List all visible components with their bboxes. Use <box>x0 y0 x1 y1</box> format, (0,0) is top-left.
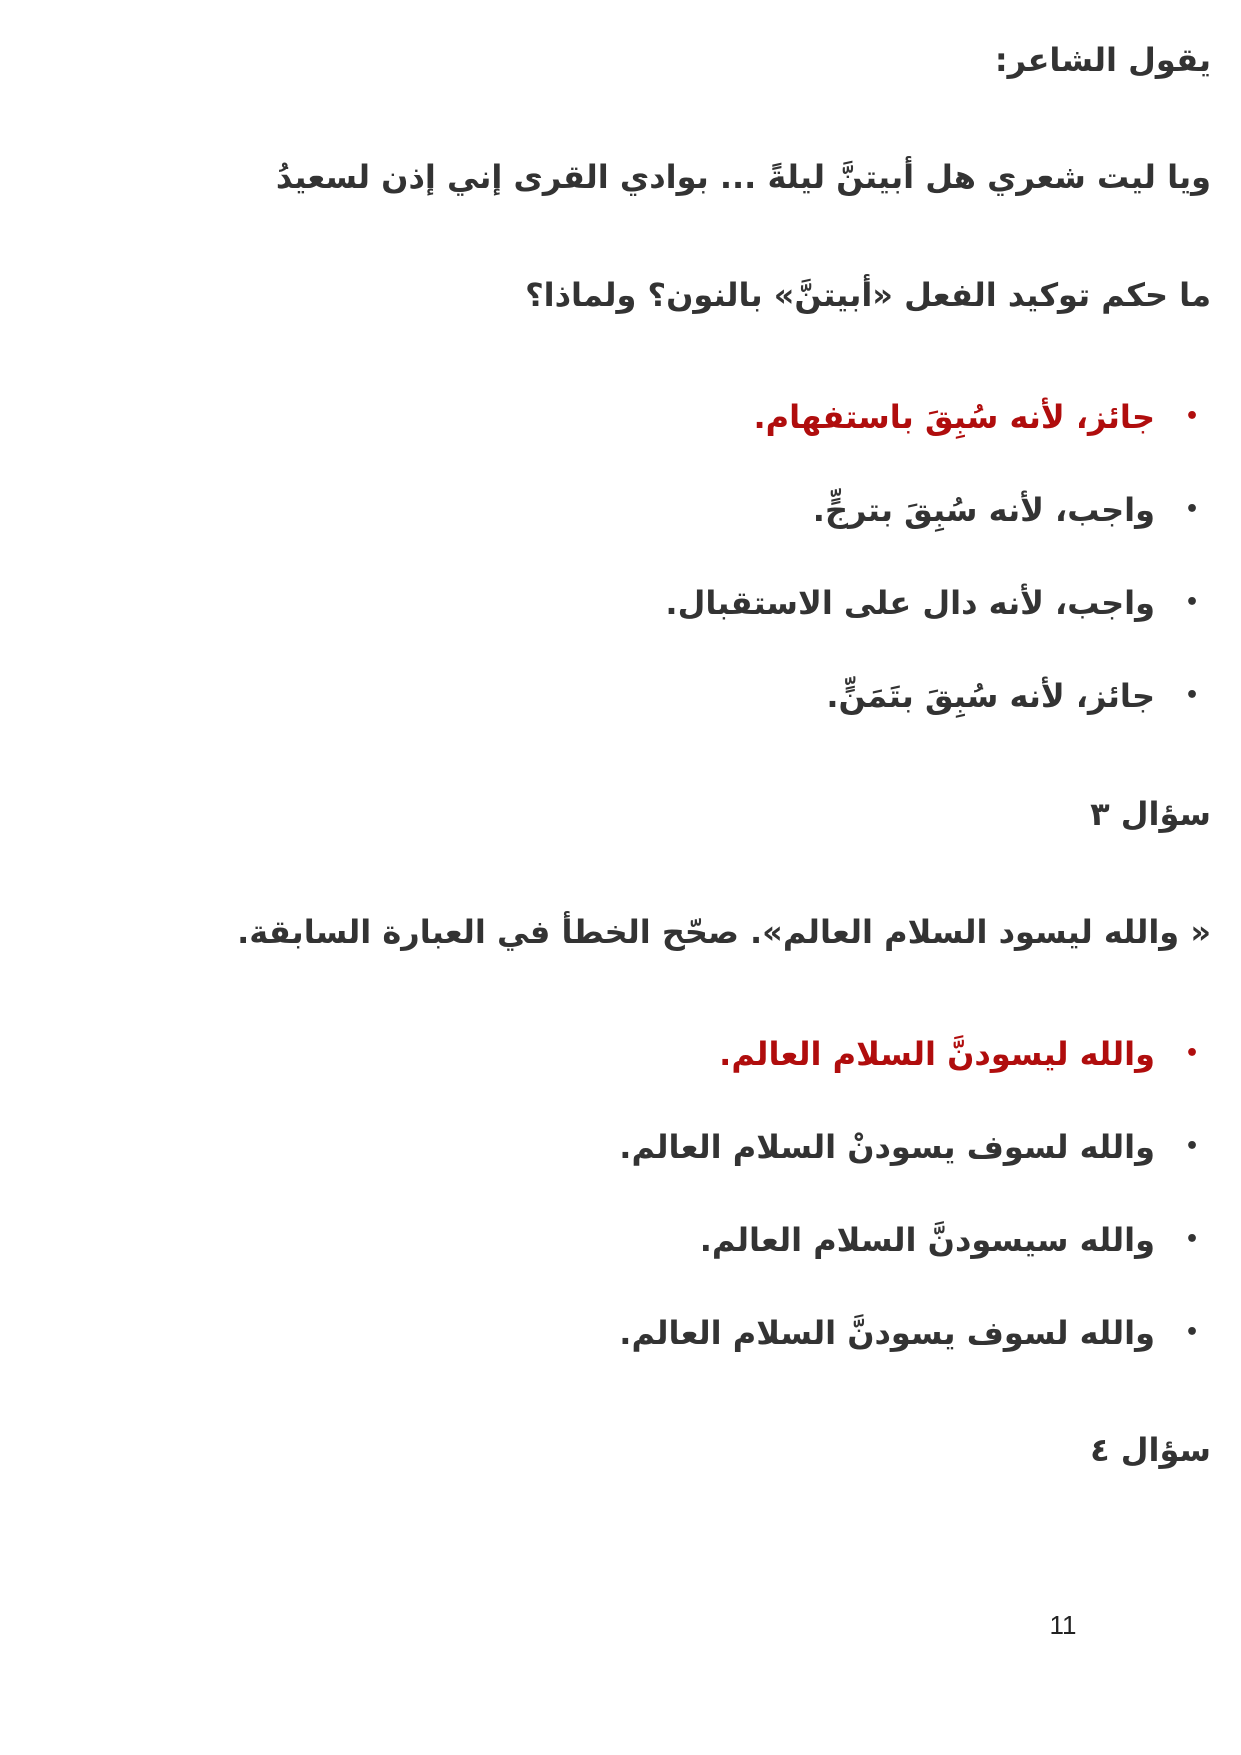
option-text: جائز، لأنه سُبِقَ باستفهام. <box>753 398 1155 436</box>
page-number: 11 <box>1049 1610 1077 1640</box>
option-text: واجب، لأنه دال على الاستقبال. <box>665 584 1155 622</box>
option-text: والله لسوف يسودنَّ السلام العالم. <box>619 1314 1155 1352</box>
question-2-option-2 <box>60 488 1211 532</box>
question-3-option-4 <box>60 1311 1211 1355</box>
question-3-prompt: « والله ليسود السلام العالم». صحّح الخطأ في العبارة السابقة. <box>237 913 1211 951</box>
question-3-option-1 <box>60 1032 1211 1076</box>
question-2-option-4 <box>60 674 1211 718</box>
bullet-icon: • <box>1184 1227 1200 1252</box>
poem-verse: ويا ليت شعري هل أبيتنَّ ليلةً ... بوادي القرى إني إذن لسعيدُ <box>275 158 1211 196</box>
question-3-option-3 <box>60 1218 1211 1262</box>
question-3-heading: سؤال ٣ <box>1090 795 1211 833</box>
option-text: والله سيسودنَّ السلام العالم. <box>699 1221 1155 1259</box>
question-2-prompt: ما حكم توكيد الفعل «أبيتنَّ» بالنون؟ ولماذا؟ <box>525 276 1211 314</box>
option-text: والله لسوف يسودنْ السلام العالم. <box>619 1128 1155 1166</box>
option-text: والله ليسودنَّ السلام العالم. <box>719 1035 1155 1073</box>
question-2-option-3 <box>60 581 1211 625</box>
bullet-icon: • <box>1184 1134 1200 1159</box>
bullet-icon: • <box>1184 590 1200 615</box>
bullet-icon: • <box>1184 497 1200 522</box>
option-text: واجب، لأنه سُبِقَ بترجٍّ. <box>812 491 1155 529</box>
option-text: جائز، لأنه سُبِقَ بتَمَنٍّ. <box>826 677 1155 715</box>
bullet-icon: • <box>1184 404 1200 429</box>
intro-line: يقول الشاعر: <box>994 41 1211 79</box>
question-3-option-2 <box>60 1125 1211 1169</box>
bullet-icon: • <box>1184 1320 1200 1345</box>
bullet-icon: • <box>1184 683 1200 708</box>
question-2-option-1 <box>60 395 1211 439</box>
bullet-icon: • <box>1184 1041 1200 1066</box>
question-4-heading: سؤال ٤ <box>1090 1431 1211 1469</box>
